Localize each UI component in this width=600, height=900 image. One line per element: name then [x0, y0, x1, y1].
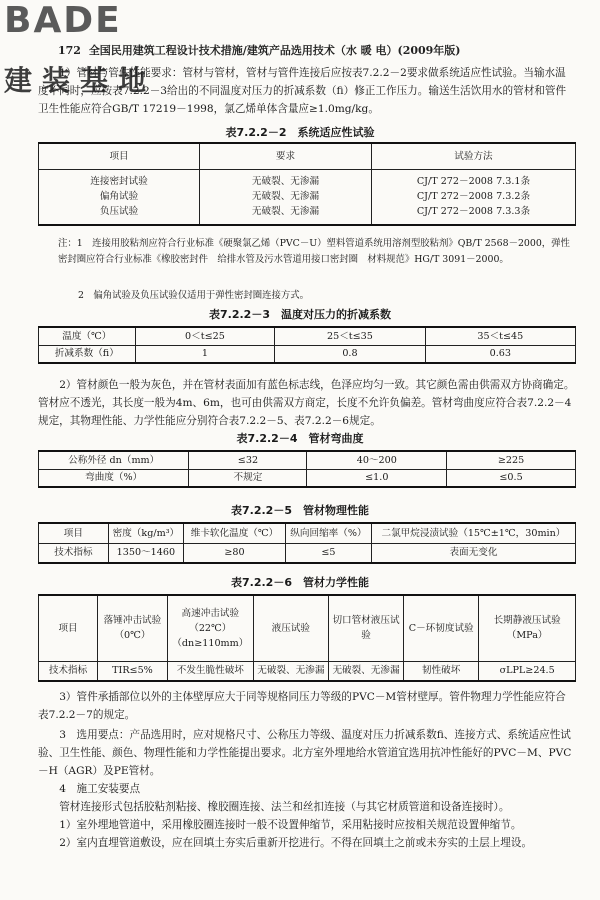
- table-temperature-factor: [38, 326, 576, 364]
- t5-cell: 纵向回缩率（%）: [285, 523, 371, 543]
- t5-cell: 技术指标: [39, 543, 109, 563]
- table-3-caption: 表7.2.2－3 温度对压力的折减系数: [209, 308, 391, 321]
- t3-cell: 1: [135, 345, 275, 363]
- t5-cell: 项目: [39, 523, 109, 543]
- t3-cell: 温度（℃）: [39, 327, 136, 345]
- t2-header: 要求: [200, 143, 372, 169]
- t6-cell: 项目: [39, 595, 98, 661]
- t2-cell: CJ/T 272－2008 7.3.3条: [371, 204, 575, 225]
- t6-cell: C－环韧度试验: [404, 595, 479, 661]
- t2-cell: 连接密封试验: [39, 169, 200, 189]
- t2-header: 试验方法: [371, 143, 575, 169]
- table-system-test: [38, 142, 576, 226]
- t4-cell: 不规定: [189, 469, 307, 487]
- t2-cell: 负压试验: [39, 204, 200, 225]
- t5-cell: ≥80: [183, 543, 285, 563]
- t6-cell: 无破裂、无渗漏: [328, 661, 403, 681]
- t3-cell: 35＜t≤45: [425, 327, 575, 345]
- brand-logo-en: BADE: [4, 0, 122, 41]
- table-5-caption: 表7.2.2－5 管材物理性能: [231, 504, 369, 517]
- t6-cell: 韧性破坏: [404, 661, 479, 681]
- brand-logo-cn: 建装基地: [4, 64, 157, 97]
- t4-cell: ≤32: [189, 451, 307, 469]
- paragraph-3: 3）管件承插部位以外的主体壁厚应大于同等规格同压力等级的PVC－M管材壁厚。管件物理力学性能应符合表7.2.2－7的规定。: [38, 691, 566, 721]
- t3-cell: 0.8: [275, 345, 425, 363]
- t6-cell: 切口管材液压试验: [328, 595, 403, 661]
- t3-cell: 0.63: [425, 345, 575, 363]
- t2-cell: 无破裂、无渗漏: [200, 204, 372, 225]
- t4-cell: 40～200: [307, 451, 447, 469]
- table-6-caption: 表7.2.2－6 管材力学性能: [231, 576, 369, 589]
- paragraph-7: 1）室外埋地管道中，采用橡胶圈连接时一般不设置伸缩节，采用粘接时应按相关规范设置伸缩节。: [59, 819, 522, 831]
- paragraph-8: 2）室内直埋管道敷设，应在回填土夯实后重新开挖进行。不得在回填土之前或未夯实的土层上埋设。: [59, 837, 533, 849]
- table-bend: [38, 450, 576, 488]
- t3-cell: 25＜t≤35: [275, 327, 425, 345]
- t6-cell: 技术指标: [39, 661, 98, 681]
- note-2: 2 偏角试验及负压试验仅适用于弹性密封圈连接方式。: [78, 290, 309, 301]
- t6-cell: 液压试验: [253, 595, 328, 661]
- paragraph-5: 4 施工安装要点: [59, 783, 141, 795]
- t6-cell: TIR≤5%: [98, 661, 168, 681]
- t2-cell: 无破裂、无渗漏: [200, 169, 372, 189]
- intro-paragraph: 1）管材与管件性能要求：管材与管材，管材与管件连接后应按表7.2.2－2要求做系统适应性试验。当输水温度不同时，应按表7.2.2－3给出的不同温度对压力的折减系数（fi）修正工作压力。输送生活饮用水的管材和管件卫生性能应符合GB/T 17219－1998，氯乙烯单体含量应≥1.0mg/kg。: [38, 67, 567, 115]
- t5-cell: 密度（kg/m³）: [108, 523, 183, 543]
- t3-cell: 0＜t≤25: [135, 327, 275, 345]
- t6-cell: 高速冲击试验（22℃）（dn≥110mm）: [167, 595, 253, 661]
- t2-cell: 无破裂、无渗漏: [200, 189, 372, 204]
- t6-cell: 不发生脆性破坏: [167, 661, 253, 681]
- header-title: 全国民用建筑工程设计技术措施/建筑产品选用技术（水 暖 电）(2009年版): [88, 44, 461, 57]
- table-4-caption: 表7.2.2－4 管材弯曲度: [236, 432, 364, 445]
- table-2-caption: 表7.2.2－2 系统适应性试验: [225, 126, 375, 139]
- paragraph-2: 2）管材颜色一般为灰色，并在管材表面加有蓝色标志线，色泽应均匀一致。其它颜色需由供需双方协商确定。管材应不透光，其长度一般为4m、6m，也可由供需双方商定，长度不允许负偏差。管材弯曲度应符合表7.2.2－4规定，其物理性能、力学性能应分别符合表7.2.2－5、表7.2.2－6规定。: [38, 379, 575, 427]
- page-number: 172: [58, 44, 81, 57]
- t6-cell: 无破裂、无渗漏: [253, 661, 328, 681]
- t6-cell: 长期静液压试验（MPa）: [479, 595, 576, 661]
- table-physical: [38, 522, 576, 564]
- t2-header: 项目: [39, 143, 200, 169]
- t4-cell: ≤0.5: [447, 469, 576, 487]
- t4-cell: 弯曲度（%）: [39, 469, 189, 487]
- t2-cell: CJ/T 272－2008 7.3.1条: [371, 169, 575, 189]
- t4-cell: ≤1.0: [307, 469, 447, 487]
- t5-cell: 1350～1460: [108, 543, 183, 563]
- paragraph-6: 管材连接形式包括胶粘剂粘接、橡胶圈连接、法兰和丝扣连接（与其它材质管道和设备连接时）。: [59, 801, 510, 813]
- table-mechanical: [38, 594, 576, 682]
- t2-cell: 偏角试验: [39, 189, 200, 204]
- paragraph-4: 3 选用要点：产品选用时，应对规格尺寸、公称压力等级、温度对压力折减系数fi、连接方式、系统适应性试验、卫生性能、颜色、物理性能和力学性能提出要求。北方室外埋地给水管道宜选用抗冲性能好的PVC－M、PVC－H（AGR）及PE管材。: [38, 729, 572, 777]
- t4-cell: 公称外径 dn（mm）: [39, 451, 189, 469]
- t5-cell: 二氯甲烷浸渍试验（15℃±1℃，30min）: [371, 523, 575, 543]
- note-1: 注：1 连接用胶粘剂应符合行业标准《硬聚氯乙烯（PVC－U）塑料管道系统用溶剂型胶粘剂》QB/T 2568－2000，弹性密封圈应符合行业标准《橡胶密封件 给排水管及污水管道用接口密封圈 材料规范》HG/T 3091－2000。: [58, 238, 570, 265]
- t6-cell: 落锤冲击试验（0℃）: [98, 595, 168, 661]
- t5-cell: ≤5: [285, 543, 371, 563]
- t2-cell: CJ/T 272－2008 7.3.2条: [371, 189, 575, 204]
- page-header: [58, 42, 461, 58]
- t5-cell: 表面无变化: [371, 543, 575, 563]
- t3-cell: 折减系数（fi）: [39, 345, 136, 363]
- t6-cell: σLPL≥24.5: [479, 661, 576, 681]
- t5-cell: 维卡软化温度（℃）: [183, 523, 285, 543]
- t4-cell: ≥225: [447, 451, 576, 469]
